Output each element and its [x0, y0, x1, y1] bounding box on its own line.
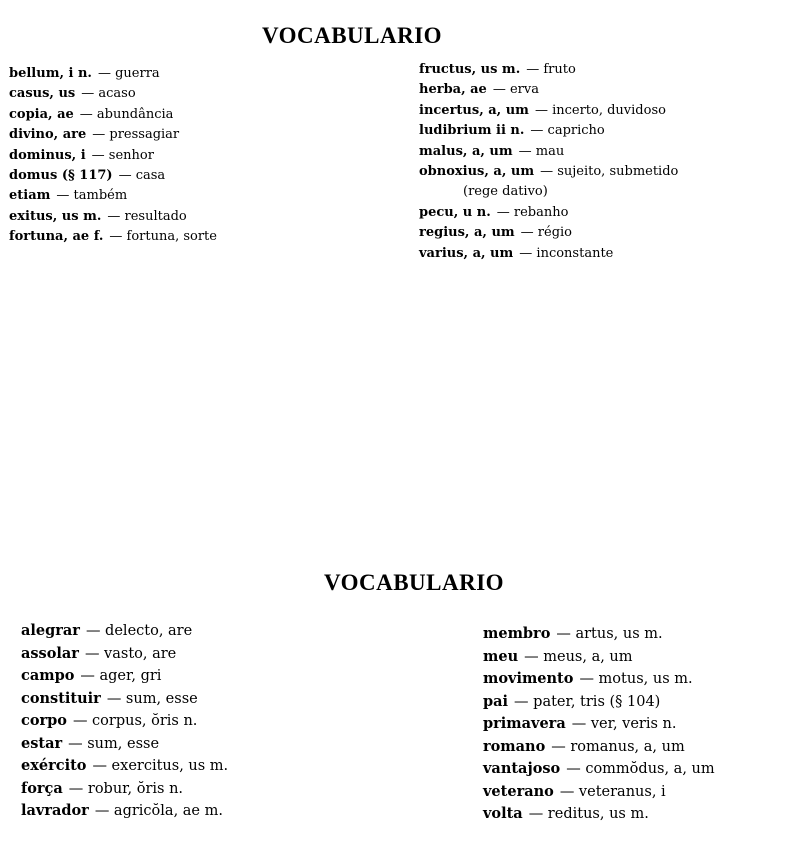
vocab-entry	[483, 646, 715, 669]
vocab-entry	[483, 623, 715, 646]
vocab-definition: — senhor	[91, 147, 154, 163]
vocab-term: regius, a, um	[419, 225, 515, 241]
vocab-entry	[483, 668, 715, 691]
vocab-entry	[21, 800, 228, 823]
vocab-entry	[21, 688, 228, 711]
vocab-definition: — fruto	[526, 62, 576, 77]
vocab-term: ludibrium ii n.	[419, 123, 525, 139]
vocab-entry	[21, 643, 228, 666]
vocab-term: romano	[483, 737, 546, 755]
vocab-definition: — régio	[520, 225, 573, 241]
vocab-term: vantajoso	[483, 760, 561, 777]
vocab-entry	[483, 781, 715, 804]
vocab-entry	[483, 691, 715, 714]
vocab-term: pecu, u n.	[419, 204, 491, 220]
vocab-entry	[9, 186, 217, 206]
vocab-term: etiam	[9, 188, 51, 204]
vocab-definition: — abundância	[79, 106, 174, 122]
vocab-term: corpo	[21, 712, 67, 729]
vocab-definition: — commŏdus, a, um	[566, 761, 715, 777]
vocab-definition: — romanus, a, um	[551, 738, 685, 755]
vocab-entry	[21, 733, 228, 756]
vocab-term: membro	[483, 625, 551, 642]
vocab-entry	[419, 162, 678, 182]
vocabulary-heading-2: VOCABULARIO	[323, 570, 505, 596]
vocab-entry	[419, 80, 678, 100]
vocab-term: casus, us	[9, 86, 76, 102]
vocab-term: divino, are	[9, 127, 87, 143]
vocab-definition: — resultado	[107, 208, 187, 224]
vocab-entry	[483, 803, 715, 826]
vocab-term: herba, ae	[419, 82, 487, 98]
vocab-term: incertus, a, um	[419, 102, 529, 118]
vocab-entry	[9, 125, 217, 145]
vocab-definition: (rege dativo)	[463, 184, 548, 200]
vocab-term: movimento	[483, 670, 574, 687]
vocab-entry	[483, 713, 715, 736]
vocab-term: exitus, us m.	[9, 208, 102, 224]
vocab-definition: — incerto, duvidoso	[534, 102, 666, 118]
vocab-term: alegrar	[21, 622, 80, 639]
vocab-term: fructus, us m.	[419, 62, 521, 77]
vocab-entry	[483, 758, 715, 781]
vocab-definition: — capricho	[530, 123, 605, 139]
vocab-definition: — reditus, us m.	[528, 806, 649, 822]
vocab-entry	[9, 64, 217, 84]
vocab-term: estar	[21, 734, 63, 752]
vocab-definition: — ager, gri	[80, 668, 162, 684]
vocab-definition: — motus, us m.	[579, 671, 693, 687]
vocab-definition: — sujeito, submetido	[540, 164, 679, 180]
vocab-entry	[21, 665, 228, 688]
vocab-entry	[21, 778, 228, 801]
vocab-entry	[9, 84, 217, 104]
vocab-entry	[419, 142, 678, 162]
vocab-definition: — também	[56, 188, 128, 204]
vocab-term: força	[21, 779, 63, 797]
vocab-term: domus (§ 117)	[9, 168, 113, 184]
vocab-entry	[483, 736, 715, 759]
vocab-term: copia, ae	[9, 106, 74, 122]
vocab-definition: — pater, tris (§ 104)	[514, 693, 661, 710]
vocab-list-1-right	[419, 60, 678, 264]
vocab-entry	[9, 207, 217, 227]
vocab-definition: — fortuna, sorte	[109, 229, 217, 245]
vocab-entry	[419, 121, 678, 141]
vocab-entry	[419, 101, 678, 121]
vocab-entry	[21, 710, 228, 733]
vocabulary-heading-1: VOCABULARIO	[261, 23, 443, 49]
vocab-entry	[419, 223, 678, 243]
vocab-term: meu	[483, 647, 519, 665]
vocab-entry	[9, 105, 217, 125]
vocab-definition: — robur, ŏris n.	[68, 780, 184, 797]
vocab-definition: — delecto, are	[85, 623, 193, 639]
vocab-definition: — meus, a, um	[524, 648, 633, 665]
vocab-definition: — exercitus, us m.	[92, 758, 229, 774]
vocab-list-2-right	[483, 623, 715, 826]
vocab-definition: — rebanho	[496, 204, 569, 220]
vocab-definition: — ver, veris n.	[571, 716, 677, 732]
vocab-term: pai	[483, 692, 509, 710]
vocab-term: varius, a, um	[419, 245, 514, 261]
vocab-entry	[419, 244, 678, 264]
vocab-entry	[9, 146, 217, 166]
vocab-definition: — veteranus, i	[559, 783, 666, 800]
vocab-term: malus, a, um	[419, 143, 513, 159]
vocab-term: dominus, i	[9, 147, 86, 163]
vocab-term: assolar	[21, 644, 79, 662]
vocab-definition: — corpus, ŏris n.	[72, 713, 198, 729]
vocab-definition: — mau	[518, 143, 565, 159]
vocab-term: constituir	[21, 689, 101, 707]
vocab-term: fortuna, ae f.	[9, 229, 104, 245]
vocab-term: obnoxius, a, um	[419, 164, 535, 180]
vocab-term: bellum, i n.	[9, 66, 92, 81]
vocab-list-1-left	[9, 64, 217, 248]
vocab-definition: — guerra	[97, 66, 160, 81]
vocab-definition: — acaso	[81, 86, 136, 102]
vocab-entry	[21, 755, 228, 778]
vocab-term: lavrador	[21, 802, 89, 819]
vocab-entry	[419, 60, 678, 80]
vocab-entry	[9, 166, 217, 186]
vocab-definition: — casa	[118, 168, 166, 184]
vocab-entry	[21, 620, 228, 643]
vocab-definition: — erva	[492, 82, 539, 98]
vocab-term: volta	[483, 805, 523, 822]
vocab-term: exército	[21, 757, 87, 774]
vocab-definition: — sum, esse	[106, 690, 198, 707]
vocab-definition: — inconstante	[519, 245, 614, 261]
vocab-definition: — pressagiar	[92, 127, 180, 143]
vocab-entry	[419, 182, 678, 202]
vocab-term: veterano	[483, 782, 554, 800]
vocab-term: campo	[21, 667, 75, 684]
vocab-entry	[419, 203, 678, 223]
vocab-definition: — sum, esse	[68, 735, 160, 752]
vocab-definition: — vasto, are	[84, 645, 177, 662]
vocab-entry	[9, 227, 217, 247]
vocab-definition: — agricŏla, ae m.	[94, 803, 223, 819]
vocab-term: primavera	[483, 715, 566, 732]
vocab-list-2-left	[21, 620, 228, 823]
vocab-definition: — artus, us m.	[556, 626, 663, 642]
